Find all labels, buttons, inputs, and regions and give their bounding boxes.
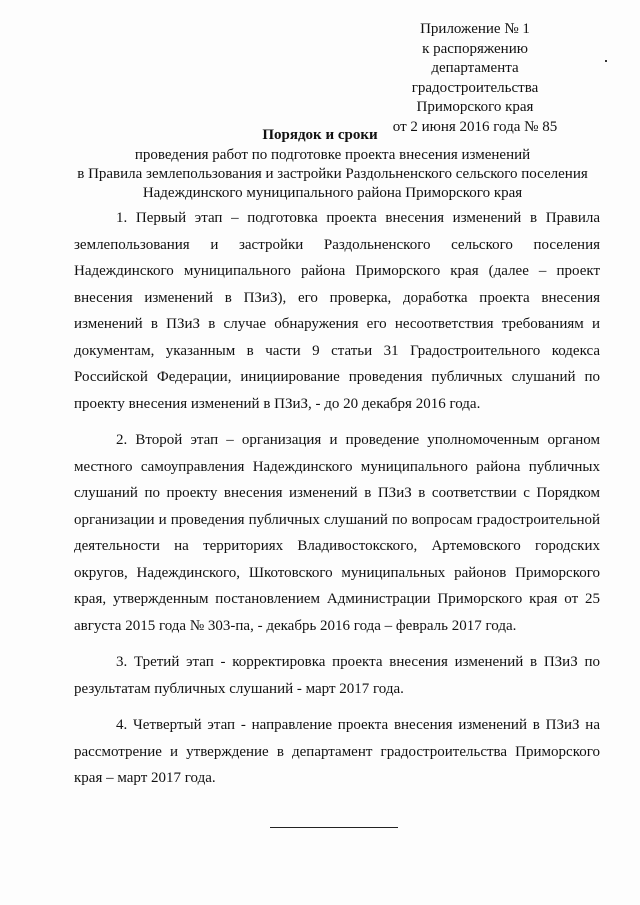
- subtitle-line-1: проведения работ по подготовке проекта внесения изменений: [134, 147, 531, 163]
- subtitle-line-2: в Правила землепользования и застройки Раздольненского сельского поселения: [77, 166, 588, 182]
- stage-1-paragraph: 1. Первый этап – подготовка проекта внесения изменений в Правила землепользования и застройки Раздольненского сельского поселения Надеждинского муниципального района Приморского края (далее – проект внесения изменений в ПЗиЗ), его проверка, доработка проекта внесения изменений в ПЗиЗ в случае обнаружения его несоответствия требованиям и документам, указанным в части 9 статьи 31 Градостроительного кодекса Российской Федерации, инициирование проведения публичных слушаний по проекту внесения изменений в ПЗиЗ, - до 20 декабря 2016 года.: [74, 210, 600, 412]
- attachment-number: Приложение № 1: [420, 21, 530, 37]
- attachment-date: от 2 июня 2016 года № 85: [392, 118, 558, 135]
- stage-2-paragraph: 2. Второй этап – организация и проведение уполномоченным органом местного самоуправления Надеждинского муниципального района публичных слушаний по проекту внесения изменений в ПЗиЗ в соответствии с Порядком организации и проведения публичных слушаний по вопросам градостроительной деятельности на территориях Владивостокского, Артемовского городских округов, Надеждинского, Шкотовского муниципальных районов Приморского края, утвержденным постановлением Администрации Приморского края от 25 августа 2015 года № 303-па, - декабрь 2016 года – февраль 2017 года.: [74, 432, 600, 634]
- attachment-department: департамента градостроительства: [411, 60, 539, 96]
- closing-rule: [270, 827, 398, 828]
- scan-speck: [605, 60, 607, 62]
- document-title: Порядок и сроки: [262, 127, 378, 143]
- stage-4-paragraph: 4. Четвертый этап - направление проекта внесения изменений в ПЗиЗ на рассмотрение и утверждение в департамент градостроительства Приморского края – март 2017 года.: [74, 717, 600, 786]
- document-subtitle: [60, 146, 605, 203]
- attachment-order-ref: к распоряжению: [422, 40, 528, 57]
- attachment-header: [370, 20, 580, 137]
- stage-3-paragraph: 3. Третий этап - корректировка проекта внесения изменений в ПЗиЗ по результатам публичных слушаний - март 2017 года.: [74, 654, 600, 697]
- document-body: [74, 205, 600, 802]
- attachment-region: Приморского края: [416, 99, 534, 115]
- subtitle-line-3: Надеждинского муниципального района Приморского края: [142, 185, 523, 201]
